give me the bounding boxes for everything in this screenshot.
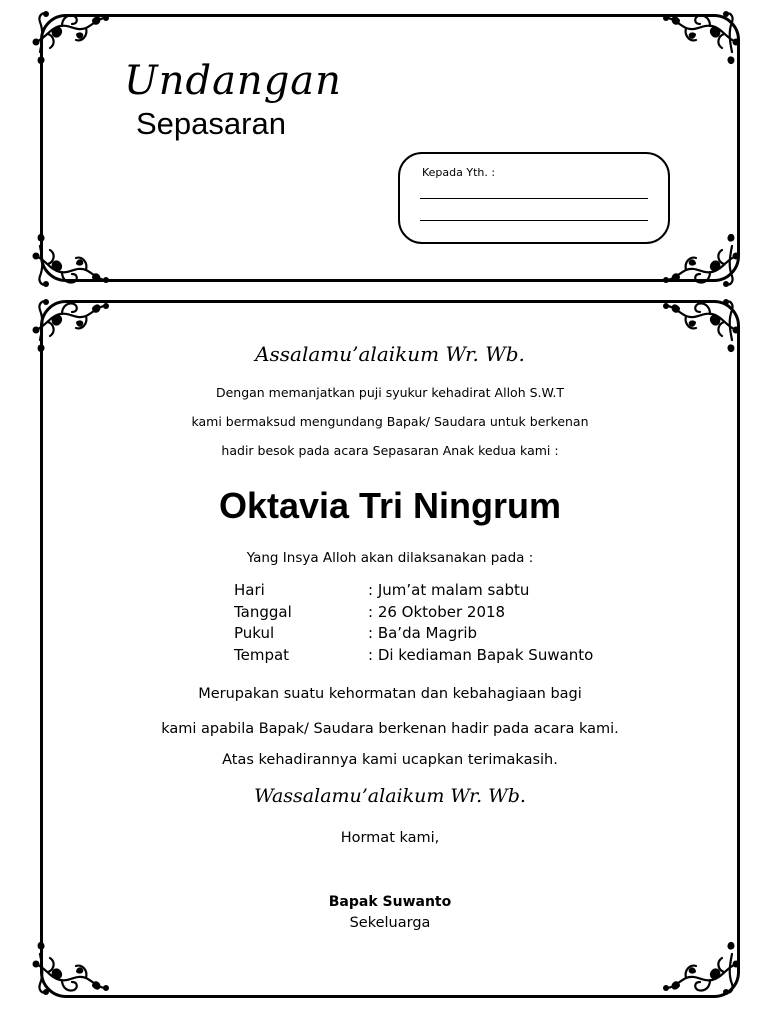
intro-line: kami bermaksud mengundang Bapak/ Saudara untuk berkenan [191, 414, 589, 429]
regards: Hormat kami, [340, 830, 440, 846]
detail-row [234, 602, 674, 624]
signer-name: Bapak Suwanto [328, 894, 452, 910]
detail-value: : Di kediaman Bapak Suwanto [368, 645, 594, 664]
address-line [420, 220, 648, 221]
address-label: Kepada Yth. : [422, 166, 496, 179]
floral-corner-ornament-icon [662, 8, 740, 72]
floral-corner-ornament-icon [662, 226, 740, 290]
schedule-intro: Yang Insya Alloh akan dilaksanakan pada : [246, 550, 534, 566]
greeting: Assalamu’alaikum Wr. Wb. [255, 342, 525, 366]
farewell: Wassalamu’alaikum Wr. Wb. [254, 785, 526, 807]
floral-corner-ornament-icon [32, 296, 110, 360]
floral-corner-ornament-icon [32, 226, 110, 290]
detail-value: : Ba’da Magrib [368, 624, 478, 642]
detail-label: Pukul [234, 624, 275, 642]
address-box [398, 152, 670, 244]
detail-value: : 26 Oktober 2018 [368, 602, 506, 621]
signer-suffix: Sekeluarga [349, 915, 431, 931]
closing-line: kami apabila Bapak/ Saudara berkenan hadir pada acara kami. [161, 721, 619, 737]
detail-value: : Jum’at malam sabtu [368, 581, 530, 599]
detail-row [234, 580, 674, 602]
closing-line: Merupakan suatu kehormatan dan kebahagiaan bagi [198, 686, 582, 702]
detail-row [234, 645, 674, 667]
floral-corner-ornament-icon [32, 934, 110, 998]
event-details [234, 580, 674, 666]
address-line [420, 198, 648, 199]
detail-label: Tanggal [234, 602, 292, 621]
child-name: Oktavia Tri Ningrum [218, 485, 562, 526]
detail-row [234, 623, 674, 645]
floral-corner-ornament-icon [32, 8, 110, 72]
closing-line: Atas kehadirannya kami ucapkan terimakasih. [222, 752, 558, 768]
envelope-subtitle: Sepasaran [136, 106, 286, 141]
detail-label: Tempat [234, 645, 290, 664]
intro-line: Dengan memanjatkan puji syukur kehadirat Alloh S.W.T [215, 385, 565, 400]
floral-corner-ornament-icon [662, 934, 740, 998]
intro-line: hadir besok pada acara Sepasaran Anak kedua kami : [221, 443, 559, 458]
floral-corner-ornament-icon [662, 296, 740, 360]
envelope-title: Undangan [124, 58, 342, 104]
detail-label: Hari [234, 581, 265, 599]
